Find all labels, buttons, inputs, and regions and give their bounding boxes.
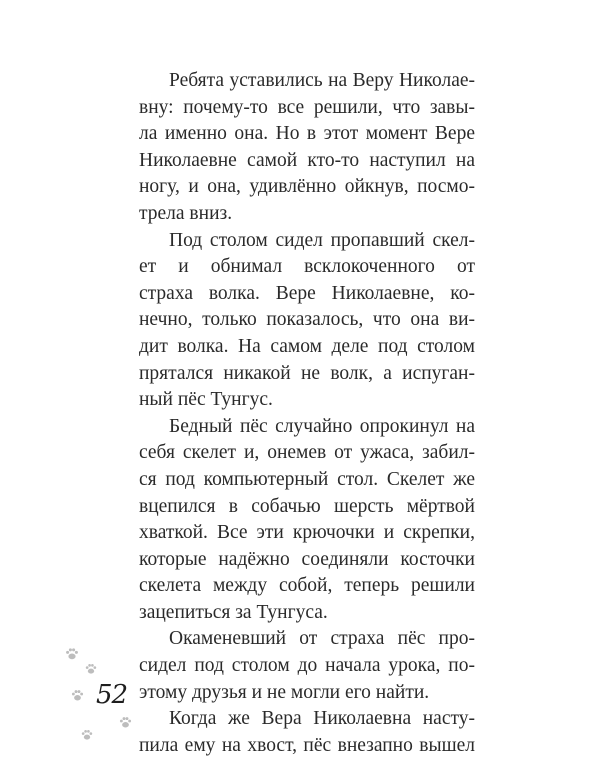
text-line: ет и обнимал всклокоченного от bbox=[139, 256, 475, 278]
text-line: скелета между собой, теперь решили bbox=[139, 575, 475, 597]
text-line: страха волка. Вере Николаевне, ко- bbox=[139, 282, 475, 304]
text-line: ла именно она. Но в этот момент Вере bbox=[139, 123, 475, 145]
text-line: нечно, только показалось, что она ви- bbox=[139, 309, 475, 331]
text-line: дит волка. На самом деле под столом bbox=[139, 335, 475, 357]
text-line: Николаевне самой кто-то наступил на bbox=[139, 149, 475, 171]
text-line: хваткой. Все эти крючочки и скрепки, bbox=[139, 522, 475, 544]
text-line: ся под компьютерный стол. Скелет же bbox=[139, 468, 475, 490]
text-line: вну: почему-то все решили, что завы- bbox=[139, 96, 475, 118]
paw-print-icon bbox=[118, 715, 133, 730]
text-line: прятался никакой не волк, а испуган- bbox=[139, 362, 475, 384]
text-line: Бедный пёс случайно опрокинул на bbox=[169, 415, 475, 437]
text-line: ногу, и она, удивлённо ойкнув, посмо- bbox=[139, 176, 475, 198]
body-text bbox=[139, 68, 475, 759]
text-line: пила ему на хвост, пёс внезапно вышел bbox=[139, 734, 475, 756]
text-line: Ребята уставились на Веру Николае- bbox=[169, 70, 475, 91]
text-line: трела вниз. bbox=[139, 202, 233, 224]
text-line: этому друзья и не могли его найти. bbox=[139, 681, 430, 703]
page-number: 52 bbox=[96, 680, 128, 710]
text-line: себя скелет и, онемев от ужаса, забил- bbox=[139, 442, 475, 464]
text-line: Когда же Вера Николаевна насту- bbox=[169, 708, 475, 730]
paw-print-icon bbox=[64, 646, 80, 662]
text-line: которые надёжно соединяли косточки bbox=[139, 548, 475, 570]
paw-print-icon bbox=[84, 662, 98, 676]
text-line: Окаменевший от страха пёс про- bbox=[169, 628, 475, 650]
paw-print-icon bbox=[80, 728, 94, 742]
text-line: зацепиться за Тунгуса. bbox=[139, 601, 328, 623]
paw-print-icon bbox=[70, 688, 85, 703]
text-line: сидел под столом до начала урока, по- bbox=[139, 655, 475, 677]
text-line: ный пёс Тунгус. bbox=[139, 389, 273, 411]
text-line: Под столом сидел пропавший скел- bbox=[169, 229, 475, 251]
text-line: вцепился в собачью шерсть мёртвой bbox=[139, 495, 475, 517]
